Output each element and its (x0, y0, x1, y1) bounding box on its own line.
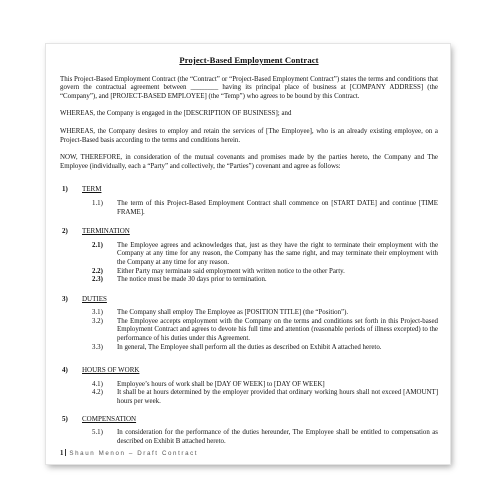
clause-text: Either Party may terminate said employment with written notice to the other Party. (117, 267, 345, 275)
clause-number: 1.1) (92, 199, 103, 207)
clause-text: The term of this Project-Based Employment Contract shall commence on [START DATE] and continue [TIME FRAME]. (117, 199, 438, 216)
footer-divider (65, 449, 66, 456)
footer-text: Shaun Menon – Draft Contract (69, 450, 199, 457)
section-title: COMPENSATION (82, 414, 137, 423)
clause-number: 3.1) (92, 309, 103, 317)
whereas-paragraph-2: WHEREAS, the Company desires to employ and retain the services of [The Employee], who is an already existing employee, on a Project-Based basis according to the terms and conditions herein. (60, 127, 438, 144)
clause-number: 3.2) (92, 317, 103, 325)
document-body (60, 56, 438, 446)
document-title: Project-Based Employment Contract (179, 55, 319, 65)
section-number: 5) (62, 414, 68, 423)
section-number: 1) (62, 185, 68, 194)
clause (92, 429, 438, 446)
section-termination (60, 227, 438, 285)
clause (92, 276, 438, 285)
clause-number: 2.3) (92, 276, 103, 284)
clause (92, 309, 438, 318)
clause-text: In consideration for the performance of the duties hereunder, The Employee shall be entitled to compensation as described on Exhibit B attached hereto. (117, 429, 438, 445)
clause-number: 4.1) (92, 380, 103, 388)
section-number: 4) (62, 366, 68, 375)
clause (92, 389, 438, 406)
clause (92, 318, 438, 344)
section-title: TERMINATION (82, 227, 130, 236)
clause-text: The notice must be made 30 days prior to termination. (117, 276, 267, 284)
clause (92, 344, 438, 353)
clause-number: 3.3) (92, 343, 103, 351)
section-term (60, 185, 438, 217)
section-title: TERM (82, 185, 102, 194)
section-number: 2) (62, 227, 68, 236)
clause-number: 4.2) (92, 389, 103, 397)
section-title: DUTIES (82, 294, 107, 303)
section-compensation (60, 415, 438, 447)
page-footer (60, 449, 198, 457)
clause (92, 381, 438, 390)
clause-number: 2.2) (92, 267, 103, 275)
clause (92, 200, 438, 217)
section-number: 3) (62, 294, 68, 303)
document-page (46, 44, 450, 464)
clause-text: The Employee accepts employment with the Company on the terms and conditions set forth in this Project-based Employment Contract and agrees to devote his full time and attention (reasonable periods of illness excepted) to the performance of his duties under this Agreement. (117, 317, 438, 343)
clause-number: 2.1) (92, 241, 103, 249)
clause-text: The Employee agrees and acknowledges that, just as they have the right to terminate their employment with the Company at any time for any reason, the Company has the same right, and may terminate their employment with the Company at any time for any reason. (117, 241, 438, 266)
section-title: HOURS OF WORK (82, 366, 140, 375)
section-hours-of-work (60, 366, 438, 406)
clause-text: It shall be at hours determined by the employer provided that ordinary working hours shall not exceed [AMOUNT] hours per week. (117, 389, 438, 406)
clause (92, 268, 438, 277)
intro-paragraph: This Project-Based Employment Contract (the “Contract” or “Project-Based Employment Contract”) states the terms and conditions that govern the contractual agreement between ________ having its principal place of business at [COMPANY ADDRESS] (the “Company”), and [PROJECT-BASED EMPLOYEE] (the “Temp”) who agrees to be bound by this Contract. (60, 75, 438, 100)
section-duties (60, 295, 438, 353)
clause-text: In general, The Employee shall perform all the duties as described on Exhibit A attached hereto. (117, 343, 382, 351)
whereas-paragraph-1: WHEREAS, the Company is engaged in the [DESCRIPTION OF BUSINESS]; and (60, 110, 292, 118)
clause-text: Employee’s hours of work shall be [DAY OF WEEK] to [DAY OF WEEK] (117, 380, 325, 388)
now-therefore-paragraph: NOW, THEREFORE, in consideration of the mutual covenants and promises made by the parties hereto, the Company and The Employee (individually, each a “Party” and collectively, the “Parties”) covenant and agree as follows: (60, 154, 438, 170)
clause-number: 5.1) (92, 429, 103, 437)
page-number: 1 (60, 450, 64, 457)
clause (92, 242, 438, 268)
clause-text: The Company shall employ The Employee as [POSITION TITLE] (the “Position”). (117, 309, 349, 317)
